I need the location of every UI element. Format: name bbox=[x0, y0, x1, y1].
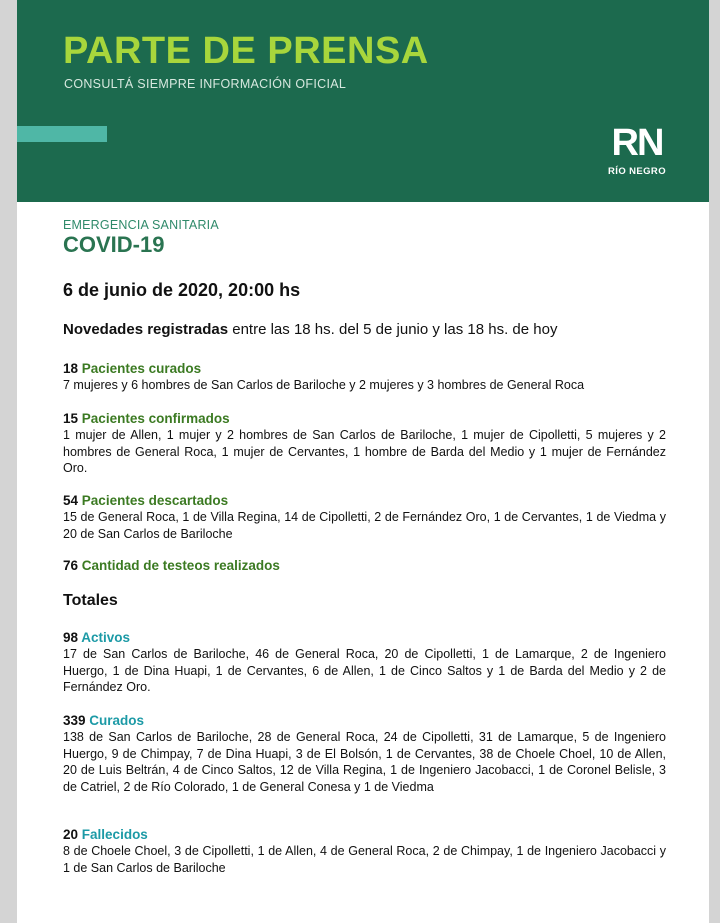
novedades-heading-bold: Novedades registradas bbox=[63, 321, 229, 338]
total-fallecidos bbox=[63, 826, 666, 876]
logo-name: RÍO NEGRO bbox=[608, 166, 666, 177]
total-activos bbox=[63, 629, 666, 696]
stat-label: Activos bbox=[81, 630, 131, 645]
stat-detail: 1 mujer de Allen, 1 mujer y 2 hombres de San Carlos de Bariloche, 1 mujer de Cipolletti, 5 mujeres y 2 hombres de General Roca, 1 mujer de Cervantes, 1 hombre de Barda del Medio y 1 mujer de Fernández Oro. bbox=[63, 428, 666, 475]
stat-label: Pacientes confirmados bbox=[81, 411, 230, 426]
stat-pacientes-curados bbox=[63, 360, 666, 394]
stat-count: 15 bbox=[63, 411, 79, 426]
novedades-heading bbox=[63, 321, 557, 338]
press-header bbox=[17, 0, 709, 202]
stat-label: Fallecidos bbox=[81, 827, 148, 842]
stat-testeos bbox=[63, 557, 666, 574]
stat-count: 76 bbox=[63, 558, 79, 573]
total-curados bbox=[63, 712, 666, 795]
logo-mark: RN bbox=[611, 122, 663, 164]
rio-negro-logo bbox=[602, 123, 672, 177]
stat-pacientes-confirmados bbox=[63, 410, 666, 477]
report-date: 6 de junio de 2020, 20:00 hs bbox=[63, 280, 301, 300]
stat-detail: 15 de General Roca, 1 de Villa Regina, 14 de Cipolletti, 2 de Fernández Oro, 1 de Cervantes, 1 de Viedma y 20 de San Carlos de Bariloche bbox=[63, 510, 666, 541]
stat-count: 54 bbox=[63, 493, 79, 508]
press-title: PARTE DE PRENSA bbox=[63, 30, 429, 72]
stat-label: Curados bbox=[89, 713, 145, 728]
stat-count: 20 bbox=[63, 827, 79, 842]
stat-detail: 7 mujeres y 6 hombres de San Carlos de Bariloche y 2 mujeres y 3 hombres de General Roca bbox=[63, 378, 585, 392]
stat-label: Cantidad de testeos realizados bbox=[81, 558, 280, 573]
press-subtitle: CONSULTÁ SIEMPRE INFORMACIÓN OFICIAL bbox=[64, 77, 347, 91]
stat-count: 98 bbox=[63, 630, 79, 645]
stat-count: 339 bbox=[63, 713, 86, 728]
stat-count: 18 bbox=[63, 361, 79, 376]
section-label: EMERGENCIA SANITARIA bbox=[63, 218, 219, 232]
stat-pacientes-descartados bbox=[63, 492, 666, 542]
stat-detail: 138 de San Carlos de Bariloche, 28 de General Roca, 24 de Cipolletti, 31 de Lamarque, 5 de Ingeniero Huergo, 9 de Chimpay, 7 de Dina Huapi, 3 de El Bolsón, 1 de Cervantes, 38 de Choele Choel, 10 de Allen, 20 de Luis Beltrán, 4 de Cinco Saltos, 12 de Villa Regina, 1 de Ingeniero Jacobacci, 1 de Coronel Belisle, 3 de Catriel, 2 de Río Colorado, 1 de General Conesa y 1 de Viedma bbox=[63, 730, 666, 794]
stat-label: Pacientes curados bbox=[81, 361, 202, 376]
novedades-heading-rest: entre las 18 hs. del 5 de junio y las 18 hs. de hoy bbox=[228, 321, 558, 338]
stat-detail: 17 de San Carlos de Bariloche, 46 de General Roca, 20 de Cipolletti, 1 de Lamarque, 2 de Ingeniero Huergo, 1 de Dina Huapi, 1 de Cervantes, 6 de Allen, 1 de Cinco Saltos y 1 de Barda del Medio y 2 de Fernández Oro. bbox=[63, 647, 666, 694]
accent-stripe bbox=[17, 126, 107, 142]
press-release-page bbox=[17, 0, 709, 923]
topic-title: COVID-19 bbox=[63, 232, 165, 257]
stat-detail: 8 de Choele Choel, 3 de Cipolletti, 1 de Allen, 4 de General Roca, 2 de Chimpay, 1 de Ingeniero Jacobacci y 1 de San Carlos de Bariloche bbox=[63, 844, 666, 875]
totales-heading: Totales bbox=[63, 592, 118, 609]
stat-label: Pacientes descartados bbox=[81, 493, 229, 508]
